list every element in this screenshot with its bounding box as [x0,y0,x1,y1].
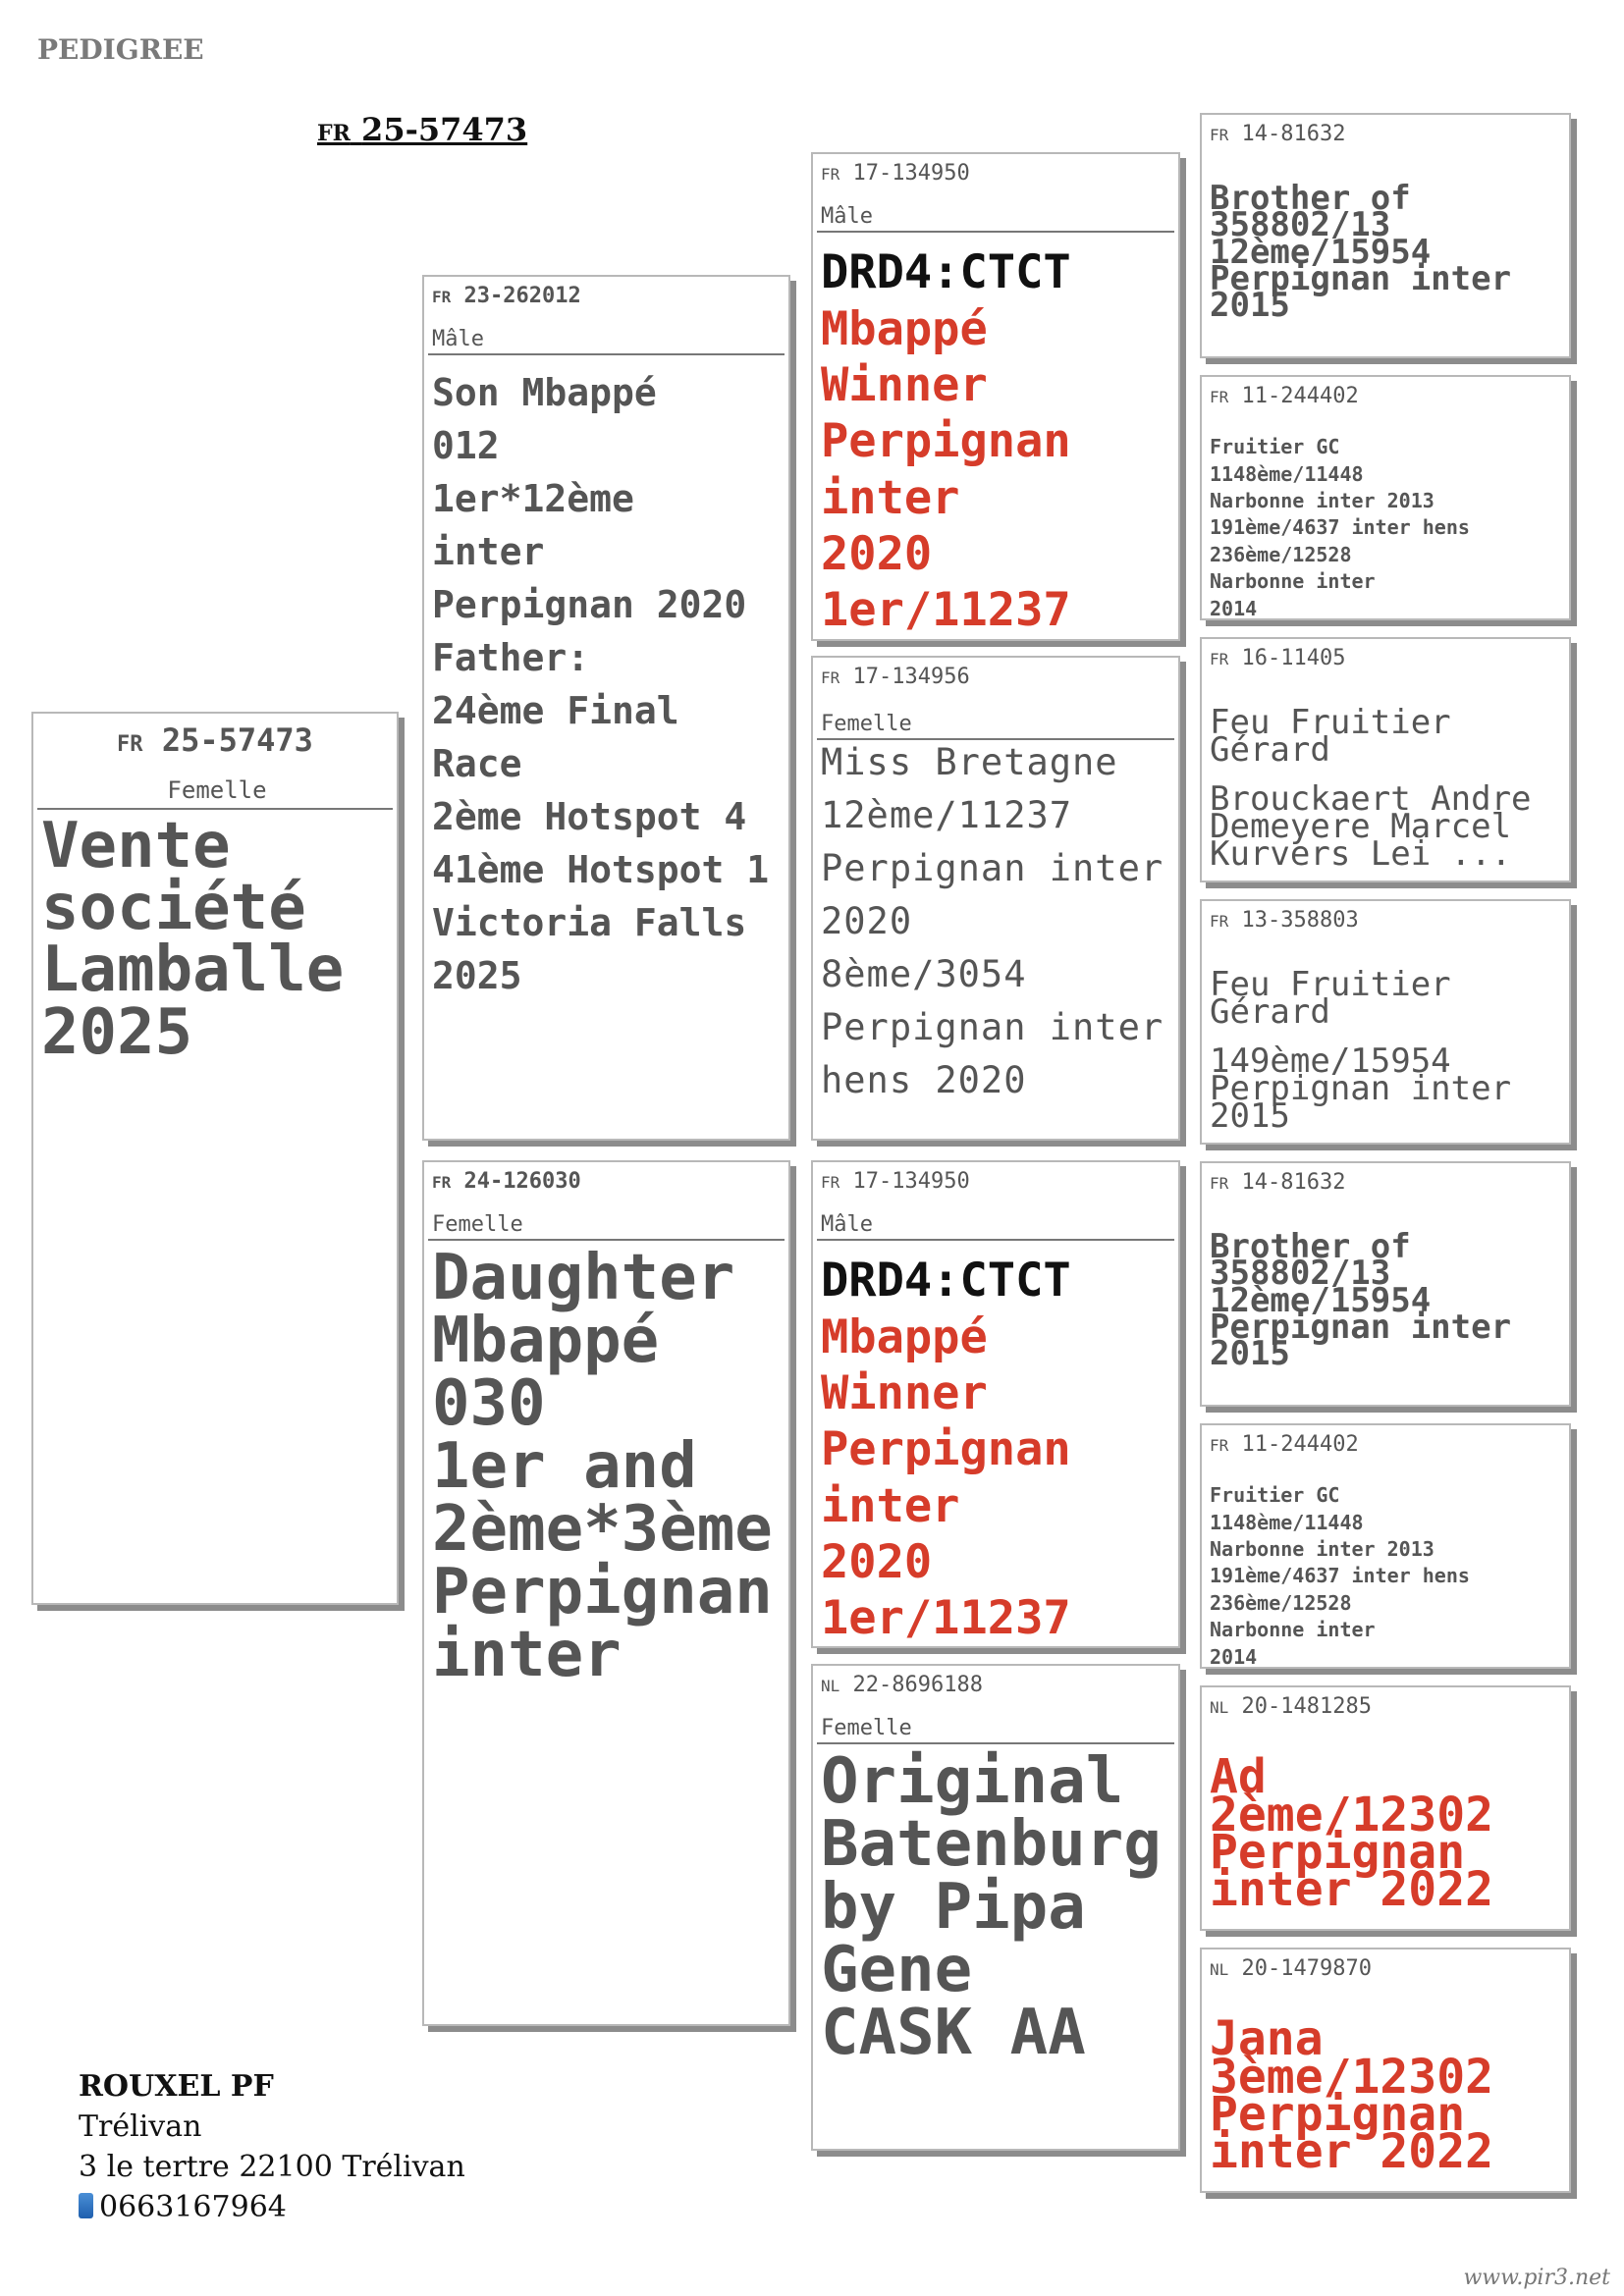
country-code: FR [432,288,452,306]
country-code: FR [1210,1436,1229,1455]
ring-number [1210,647,1569,670]
breeder-phone[interactable]: 0663167964 [99,2190,287,2225]
breeder-name: ROUXEL PF [79,2069,274,2104]
country-code: FR [1210,912,1229,931]
ring-number [1210,1957,1569,1981]
bird-notes: Ad 2ème/12302 Perpignan inter 2022 [1210,1749,1493,1918]
pedigree-box-dam-sire [811,1160,1180,1648]
ring-number [432,1170,788,1194]
ring-number [1210,123,1569,146]
footer-link[interactable]: www.pir3.net [1463,2266,1610,2290]
bird-notes: Brother of 358802/13 12ème/15954 Perpignan inter 2015 [1210,179,1512,325]
sex-label: Femelle [37,777,393,809]
ring-number [33,723,397,758]
country-code: NL [1210,1698,1229,1717]
country-code: NL [821,1677,840,1695]
pedigree-box-subject [31,712,399,1605]
ring-value: 25-57473 [161,721,313,759]
page-title: PEDIGREE [37,33,204,66]
gene-title: DRD4:CTCT [821,1254,1071,1308]
pedigree-box-gen4-1 [1200,113,1571,358]
ring-number [821,666,1178,689]
ring-number: 25-57473 [361,111,528,148]
sex-label: Mâle [428,328,785,355]
bird-notes: Daughter Mbappé 030 1er and 2ème*3ème Perpignan inter [432,1242,773,1692]
ring-number [1210,1695,1569,1719]
country-code: FR [432,1173,452,1192]
bird-notes [821,244,1172,638]
bird-notes: Jana 3ème/12302 Perpignan inter 2022 [1210,2011,1493,2180]
sex-label: Mâle [817,1213,1174,1241]
ring-number [432,285,788,308]
bird-notes: Feu Fruitier Gérard [1210,965,1451,1033]
country-code: FR [317,121,351,146]
pedigree-box-gen4-4 [1200,899,1571,1145]
bird-notes: Fruitier GC 1148ème/11448 Narbonne inter 2013 191ème/4637 inter hens 236ème/12528 Narbonne inter 2014 [1210,435,1470,620]
gene-title: DRD4:CTCT [821,245,1071,300]
ring-value: 17-134956 [852,665,970,689]
breeder-city: Trélivan [79,2109,202,2145]
bird-notes: Feu Fruitier Gérard [1210,703,1451,771]
ring-value: 11-244402 [1241,1432,1359,1457]
pedigree-box-gen4-5 [1200,1161,1571,1407]
bird-notes: Brother of 358802/13 12ème/15954 Perpignan inter 2015 [1210,1227,1512,1373]
phone-icon [79,2193,93,2218]
pedigree-box-gen4-8 [1200,1948,1571,2193]
bird-notes-breeders: Brouckaert Andre Demeyere Marcel Kurvers Lei ... [1210,778,1532,874]
bird-notes: Miss Bretagne 12ème/11237 Perpignan inter 2020 8ème/3054 Perpignan inter hens 2020 [821,741,1164,1102]
bird-notes: Fruitier GC 1148ème/11448 Narbonne inter 2013 191ème/4637 inter hens 236ème/12528 Narbonne inter 2014 [1210,1483,1470,1669]
breeder-address: 3 le tertre 22100 Trélivan [79,2150,465,2185]
breeder-phone-line [79,2187,465,2227]
country-code: FR [1210,650,1229,668]
bird-results: Mbappé Winner Perpignan inter 2020 1er/11237 [821,1309,1071,1646]
country-code: FR [821,1173,840,1192]
ring-number [821,1674,1178,1697]
ring-number [1210,1433,1569,1457]
country-code: FR [821,668,840,687]
bird-notes: Vente société Lamballe 2025 [41,809,345,1069]
ring-value: 17-134950 [852,161,970,186]
pedigree-box-gen4-2 [1200,375,1571,620]
ring-number [1210,385,1569,408]
breeder-info [79,2066,465,2227]
ring-value: 24-126030 [463,1169,581,1194]
pedigree-box-dam [422,1160,790,2026]
ring-value: 11-244402 [1241,384,1359,408]
bird-notes: Original Batenburg by Pipa Gene CASK AA [821,1745,1162,2070]
sex-label: Femelle [817,713,1174,740]
pedigree-box-sire-dam [811,656,1180,1141]
ring-number [821,1170,1178,1194]
sex-label: Mâle [817,205,1174,233]
bird-notes [821,1253,1172,1646]
pedigree-box-gen4-3 [1200,637,1571,882]
ring-number [1210,1171,1569,1195]
ring-value: 20-1479870 [1241,1956,1372,1981]
ring-value: 20-1481285 [1241,1694,1372,1719]
country-code: FR [1210,1174,1229,1193]
ring-value: 13-358803 [1241,908,1359,933]
pedigree-box-dam-dam [811,1664,1180,2151]
bird-notes-results: 149ème/15954 Perpignan inter 2015 [1210,1041,1512,1136]
country-code: NL [1210,1960,1229,1979]
country-code: FR [1210,388,1229,406]
country-code: FR [1210,126,1229,144]
sex-label: Femelle [428,1213,785,1241]
country-code: FR [821,165,840,184]
pedigree-box-sire-sire [811,152,1180,641]
ring-number [821,162,1178,186]
ring-value: 17-134950 [852,1169,970,1194]
pedigree-box-gen4-6 [1200,1423,1571,1669]
country-code: FR [117,732,143,757]
ring-value: 14-81632 [1241,122,1346,146]
ring-value: 16-11405 [1241,646,1346,670]
sex-label: Femelle [817,1717,1174,1744]
ring-value: 14-81632 [1241,1170,1346,1195]
bird-notes: Son Mbappé 012 1er*12ème inter Perpignan 2020 Father: 24ème Final Race 2ème Hotspot 4 41ème Hotspot 1 Victoria Falls 2025 [432,371,770,997]
ring-number [1210,909,1569,933]
pedigree-box-sire [422,275,790,1141]
pedigree-box-gen4-7 [1200,1685,1571,1931]
bird-results: Mbappé Winner Perpignan inter 2020 1er/11237 [821,301,1071,638]
ring-value: 22-8696188 [852,1673,983,1697]
ring-value: 23-262012 [463,284,581,308]
top-ring-number [317,111,527,148]
